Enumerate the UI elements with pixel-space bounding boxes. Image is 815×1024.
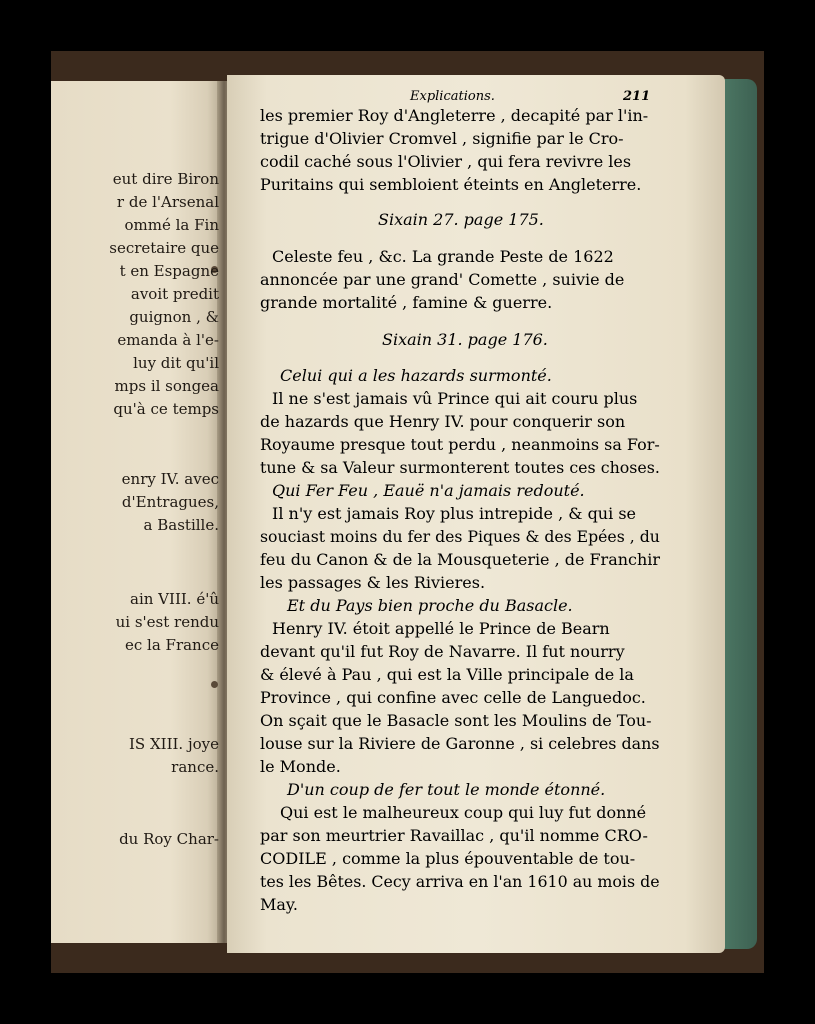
text-line: Celeste feu , &c. La grande Peste de 1622 xyxy=(272,247,614,266)
text-line: codil caché sous l'Olivier , qui fera revivre les xyxy=(260,152,632,171)
section-heading: Sixain 31. page 176. xyxy=(382,330,548,349)
left-line: ain VIII. é'û xyxy=(130,590,219,608)
verse-line: D'un coup de fer tout le monde étonné. xyxy=(287,780,606,799)
text-line: trigue d'Olivier Cromvel , signifie par le Cro- xyxy=(260,129,624,148)
text-line: souciast moins du fer des Piques & des Epées , du xyxy=(260,527,660,546)
left-line: d'Entragues, xyxy=(121,493,219,511)
left-line: ec la France xyxy=(124,636,219,654)
left-line: ui s'est rendu xyxy=(115,613,219,631)
text-line: les passages & les Rivieres. xyxy=(260,573,486,592)
left-line: rance. xyxy=(171,758,219,776)
text-line: tune & sa Valeur surmonterent toutes ces choses. xyxy=(260,458,660,477)
text-line: & élevé à Pau , qui est la Ville principale de la xyxy=(260,665,634,684)
text-line: feu du Canon & de la Mousqueterie , de Franchir xyxy=(260,550,660,569)
text-line: Il ne s'est jamais vû Prince qui ait couru plus xyxy=(272,389,638,408)
left-line: a Bastille. xyxy=(143,516,219,534)
verse-line: Et du Pays bien proche du Basacle. xyxy=(287,596,573,615)
text-line: Qui est le malheureux coup qui luy fut donné xyxy=(280,803,647,822)
left-line: luy dit qu'il xyxy=(133,354,219,372)
left-line: mps il songea xyxy=(114,377,219,395)
text-line: Il n'y est jamais Roy plus intrepide , & qui se xyxy=(272,504,636,523)
text-line: On sçait que le Basacle sont les Moulins de Tou- xyxy=(260,711,652,730)
left-line: du Roy Char- xyxy=(119,830,219,848)
text-line: Henry IV. étoit appellé le Prince de Bearn xyxy=(272,619,610,638)
left-line: secretaire que xyxy=(109,239,219,257)
left-line: enry IV. avec xyxy=(121,470,219,488)
text-line: tes les Bêtes. Cecy arriva en l'an 1610 au mois de xyxy=(260,872,660,891)
left-line: qu'à ce temps xyxy=(113,400,219,418)
text-line: de hazards que Henry IV. pour conquerir son xyxy=(260,412,626,431)
text-line: Royaume presque tout perdu , neanmoins sa For- xyxy=(260,435,660,454)
text-line: grande mortalité , famine & guerre. xyxy=(260,293,553,312)
text-line: May. xyxy=(260,895,298,914)
text-line: louse sur la Riviere de Garonne , si celebres dans xyxy=(260,734,660,753)
left-line: eut dire Biron xyxy=(112,170,219,188)
text-line: Province , qui confine avec celle de Languedoc. xyxy=(260,688,646,707)
section-heading: Sixain 27. page 175. xyxy=(378,210,544,229)
left-line: guignon , & xyxy=(129,308,219,326)
page-number: 211 xyxy=(623,89,651,104)
text-line: par son meurtrier Ravaillac , qu'il nomme CRO- xyxy=(260,826,648,845)
text-line: CODILE , comme la plus épouventable de tou- xyxy=(260,849,636,868)
text-line: Puritains qui sembloient éteints en Angleterre. xyxy=(260,175,642,194)
left-line: emanda à l'e- xyxy=(117,331,219,349)
verse-line: Qui Fer Feu , Eauë n'a jamais redouté. xyxy=(272,481,585,500)
text-line: les premier Roy d'Angleterre , decapité par l'in- xyxy=(260,106,649,125)
verse-line: Celui qui a les hazards surmonté. xyxy=(280,366,552,385)
left-line: t en Espagne xyxy=(119,262,219,280)
left-line: ommé la Fin xyxy=(124,216,219,234)
left-line: IS XIII. joye xyxy=(129,735,219,753)
text-line: le Monde. xyxy=(260,757,341,776)
running-head: Explications. xyxy=(410,89,495,104)
binding-hole xyxy=(211,681,218,688)
text-line: devant qu'il fut Roy de Navarre. Il fut nourry xyxy=(260,642,625,661)
text-line: annoncée par une grand' Comette , suivie de xyxy=(260,270,625,289)
left-line: r de l'Arsenal xyxy=(116,193,219,211)
left-line: avoit predit xyxy=(130,285,219,303)
